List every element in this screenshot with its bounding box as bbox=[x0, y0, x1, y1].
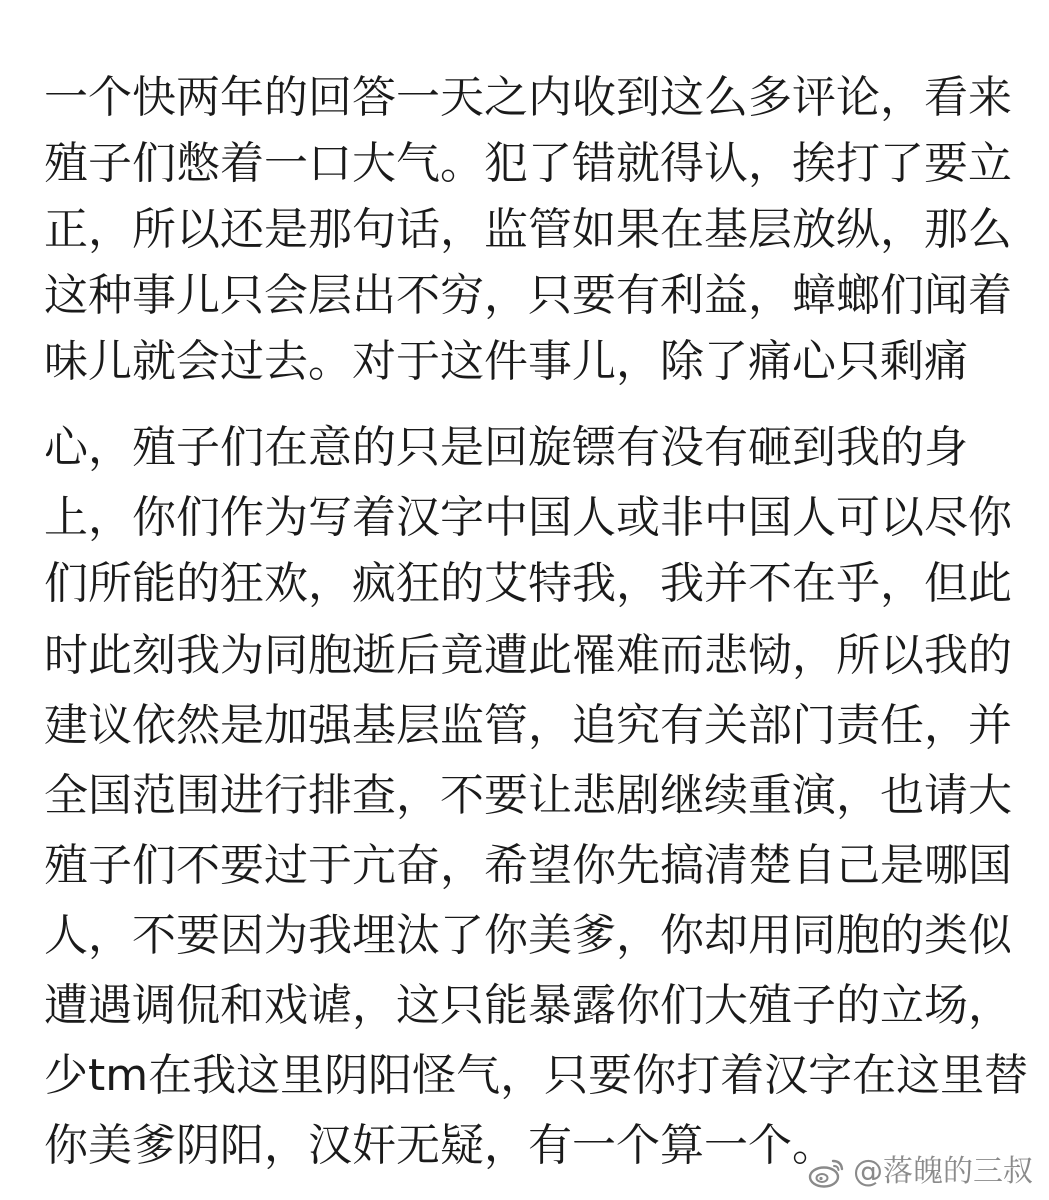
watermark-username: @落魄的三叔 bbox=[853, 1154, 1033, 1189]
text-line: 们所能的狂欢，疯狂的艾特我，我并不在乎，但此 bbox=[44, 558, 1012, 609]
text-line: 味儿就会过去。对于这件事儿，除了痛心只剩痛 bbox=[44, 336, 968, 387]
text-line: 一个快两年的回答一天之内收到这么多评论，看来 bbox=[44, 72, 1012, 123]
text-line: 正，所以还是那句话，监管如果在基层放纵，那么 bbox=[44, 204, 1012, 255]
text-line: 建议依然是加强基层监管，追究有关部门责任，并 bbox=[44, 700, 1012, 751]
text-line: 心，殖子们在意的只是回旋镖有没有砸到我的身 bbox=[44, 422, 968, 473]
text-line: 时此刻我为同胞逝后竟遭此罹难而悲恸，所以我的 bbox=[44, 630, 1012, 681]
text-line: 殖子们不要过于亢奋，希望你先搞清楚自己是哪国 bbox=[44, 840, 1012, 891]
text-line: 少tm在我这里阴阳怪气，只要你打着汉字在这里替 bbox=[44, 1050, 1029, 1101]
text-line: 这种事儿只会层出不穷，只要有利益，蟑螂们闻着 bbox=[44, 270, 1012, 321]
weibo-icon bbox=[807, 1155, 847, 1189]
text-line: 人，不要因为我埋汰了你美爹，你却用同胞的类似 bbox=[44, 910, 1012, 961]
text-line: 你美爹阴阳，汉奸无疑，有一个算一个。 bbox=[44, 1120, 836, 1171]
text-line: 全国范围进行排查，不要让悲剧继续重演，也请大 bbox=[44, 770, 1012, 821]
text-line: 上，你们作为写着汉字中国人或非中国人可以尽你 bbox=[44, 492, 1012, 543]
text-line: 遭遇调侃和戏谑，这只能暴露你们大殖子的立场， bbox=[44, 980, 1012, 1031]
weibo-watermark bbox=[807, 1152, 1033, 1192]
text-line: 殖子们憋着一口大气。犯了错就得认，挨打了要立 bbox=[44, 138, 1012, 189]
